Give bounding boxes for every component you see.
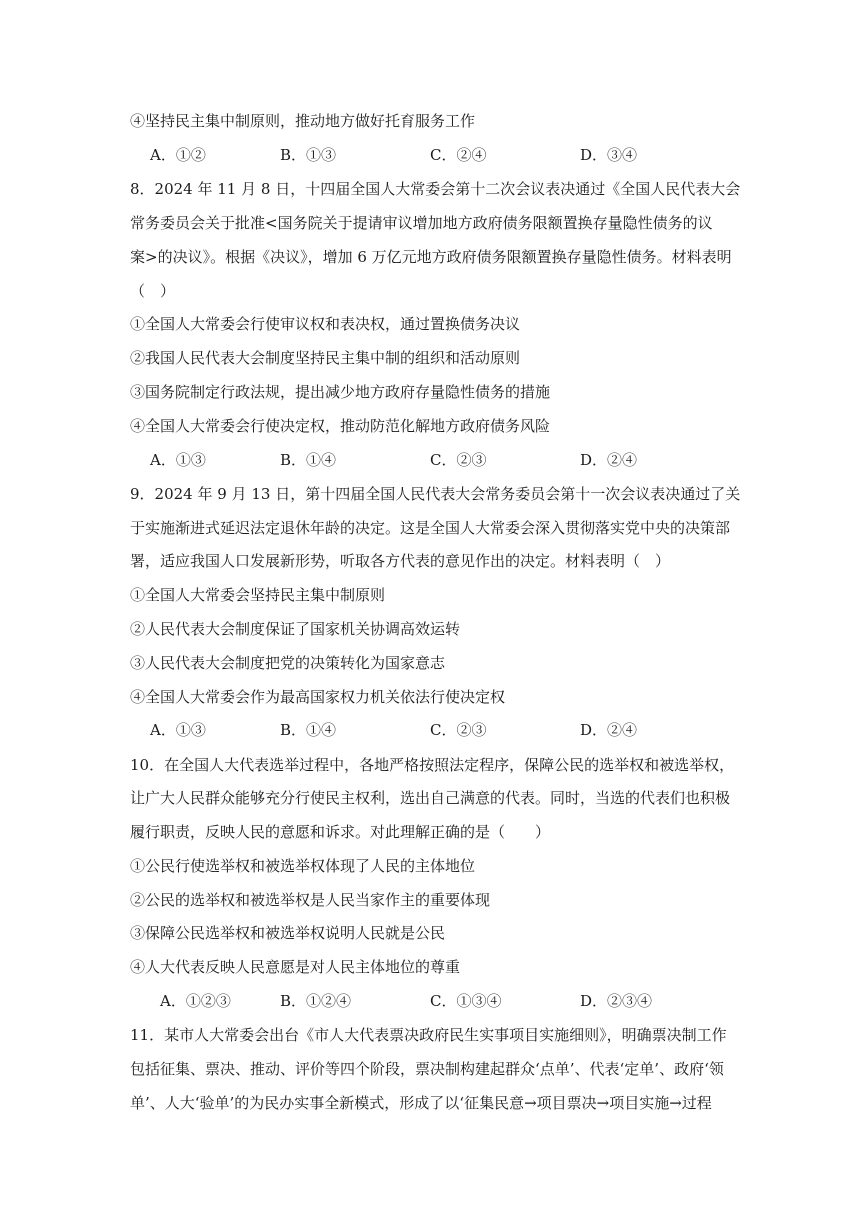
q8-item-1: ①全国人大常委会行使审议权和表决权，通过置换债务决议 bbox=[130, 315, 521, 333]
q8-item-3: ③国务院制定行政法规，提出减少地方政府存量隐性债务的措施 bbox=[130, 383, 551, 401]
q9-options bbox=[0, 720, 860, 740]
q8-item-4: ④全国人大常委会行使决定权，推动防范化解地方政府债务风险 bbox=[130, 417, 551, 435]
option-d: D．②④ bbox=[580, 721, 638, 739]
q9-stem-line-2: 于实施渐进式延迟法定退休年龄的决定。这是全国人大常委会深入贯彻落实党中央的决策部 bbox=[130, 519, 731, 537]
option-c: C．②③ bbox=[430, 451, 487, 469]
q7-options bbox=[0, 145, 860, 165]
option-b: B．①③ bbox=[280, 146, 337, 164]
option-d: D．②④ bbox=[580, 451, 638, 469]
q10-stem-line-1: 10．在全国人大代表选举过程中，各地严格按照法定程序，保障公民的选举权和被选举权， bbox=[130, 756, 735, 774]
option-a: A．①③ bbox=[150, 721, 206, 739]
q11-stem-line-2: 包括征集、票决、推动、评价等四个阶段，票决制构建起群众‘点单’、代表‘定单’、政府‘领 bbox=[130, 1060, 724, 1078]
q11-stem-line-3: 单’、人大‘验单’的为民办实事全新模式，形成了以‘征集民意→项目票决→项目实施→过程 bbox=[130, 1094, 712, 1112]
option-a: A．①②③ bbox=[160, 992, 231, 1010]
option-a: A．①② bbox=[150, 146, 206, 164]
q10-stem-line-3: 履行职责，反映人民的意愿和诉求。对此理解正确的是（ ） bbox=[130, 823, 551, 841]
q8-stem-line-2: 常务委员会关于批准<国务院关于提请审议增加地方政府债务限额置换存量隐性债务的议 bbox=[130, 214, 713, 232]
q9-stem-line-1: 9．2024 年 9 月 13 日，第十四届全国人民代表大会常务委员会第十一次会议表决通过了关 bbox=[130, 485, 741, 503]
q11-stem-line-1: 11．某市人大常委会出台《市人大代表票决政府民生实事项目实施细则》，明确票决制工作 bbox=[130, 1026, 727, 1044]
option-a: A．①③ bbox=[150, 451, 206, 469]
option-b: B．①②④ bbox=[280, 992, 352, 1010]
option-b: B．①④ bbox=[280, 451, 337, 469]
option-d: D．②③④ bbox=[580, 992, 653, 1010]
q7-item-4: ④坚持民主集中制原则，推动地方做好托育服务工作 bbox=[130, 112, 476, 130]
q8-stem-line-3: 案>的决议》。根据《决议》，增加 6 万亿元地方政府债务限额置换存量隐性债务。材料表明 bbox=[130, 248, 732, 266]
q8-options bbox=[0, 450, 860, 470]
q9-stem-line-3: 署，适应我国人口发展新形势，听取各方代表的意见作出的决定。材料表明（ ） bbox=[130, 552, 671, 570]
q9-item-4: ④全国人大常委会作为最高国家权力机关依法行使决定权 bbox=[130, 688, 506, 706]
option-d: D．③④ bbox=[580, 146, 638, 164]
q9-item-2: ②人民代表大会制度保证了国家机关协调高效运转 bbox=[130, 620, 461, 638]
option-b: B．①④ bbox=[280, 721, 337, 739]
q9-item-3: ③人民代表大会制度把党的决策转化为国家意志 bbox=[130, 654, 446, 672]
option-c: C．②④ bbox=[430, 146, 487, 164]
q10-options bbox=[0, 991, 860, 1011]
option-c: C．①③④ bbox=[430, 992, 502, 1010]
q10-item-3: ③保障公民选举权和被选举权说明人民就是公民 bbox=[130, 924, 446, 942]
q9-item-1: ①全国人大常委会坚持民主集中制原则 bbox=[130, 586, 386, 604]
q8-stem-line-1: 8．2024 年 11 月 8 日，十四届全国人大常委会第十二次会议表决通过《全国人民代表大会 bbox=[130, 180, 741, 198]
q8-stem-line-4: （ ） bbox=[130, 282, 176, 300]
q10-stem-line-2: 让广大人民群众能够充分行使民主权利，选出自己满意的代表。同时，当选的代表们也积极 bbox=[130, 789, 731, 807]
q8-item-2: ②我国人民代表大会制度坚持民主集中制的组织和活动原则 bbox=[130, 349, 521, 367]
q10-item-1: ①公民行使选举权和被选举权体现了人民的主体地位 bbox=[130, 857, 476, 875]
q10-item-2: ②公民的选举权和被选举权是人民当家作主的重要体现 bbox=[130, 891, 491, 909]
option-c: C．②③ bbox=[430, 721, 487, 739]
q10-item-4: ④人大代表反映人民意愿是对人民主体地位的尊重 bbox=[130, 958, 461, 976]
